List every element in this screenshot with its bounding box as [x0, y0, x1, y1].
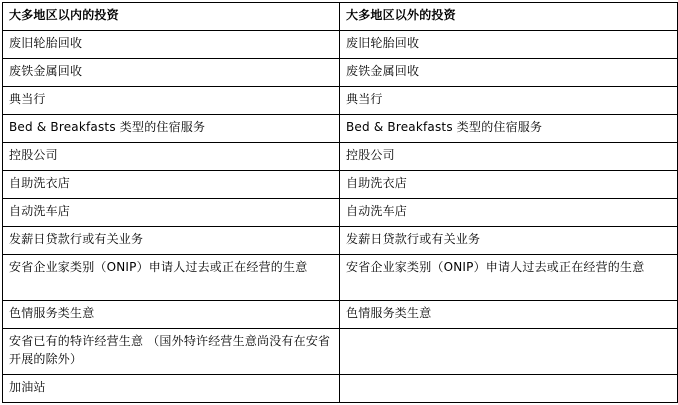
cell-outside: 废铁金属回收 — [340, 59, 678, 87]
table-row — [3, 115, 678, 143]
cell-outside — [340, 329, 678, 375]
cell-outside: 控股公司 — [340, 143, 678, 171]
investment-restrictions-table — [2, 2, 678, 403]
cell-outside — [340, 375, 678, 403]
cell-outside: Bed & Breakfasts 类型的住宿服务 — [340, 115, 678, 143]
cell-within: 加油站 — [3, 375, 340, 403]
cell-outside: 典当行 — [340, 87, 678, 115]
cell-within: 色情服务类生意 — [3, 301, 340, 329]
table-row — [3, 227, 678, 255]
cell-within: 自动洗车店 — [3, 199, 340, 227]
cell-outside: 安省企业家类别（ONIP）申请人过去或正在经营的生意 — [340, 255, 678, 301]
cell-outside: 废旧轮胎回收 — [340, 31, 678, 59]
cell-within: 典当行 — [3, 87, 340, 115]
cell-within: 自助洗衣店 — [3, 171, 340, 199]
cell-outside: 色情服务类生意 — [340, 301, 678, 329]
table-row — [3, 329, 678, 375]
table-row — [3, 171, 678, 199]
cell-within: 控股公司 — [3, 143, 340, 171]
table-row — [3, 199, 678, 227]
table-row — [3, 375, 678, 403]
cell-within: Bed & Breakfasts 类型的住宿服务 — [3, 115, 340, 143]
cell-within: 发薪日贷款行或有关业务 — [3, 227, 340, 255]
table-row — [3, 31, 678, 59]
cell-outside: 自动洗车店 — [340, 199, 678, 227]
table-row — [3, 87, 678, 115]
table-row — [3, 59, 678, 87]
cell-within: 安省已有的特许经营生意 （国外特许经营生意尚没有在安省开展的除外） — [3, 329, 340, 375]
table-header-row — [3, 3, 678, 31]
cell-outside: 发薪日贷款行或有关业务 — [340, 227, 678, 255]
header-outside-region: 大多地区以外的投资 — [340, 3, 678, 31]
header-within-region: 大多地区以内的投资 — [3, 3, 340, 31]
cell-within: 废旧轮胎回收 — [3, 31, 340, 59]
cell-outside: 自助洗衣店 — [340, 171, 678, 199]
cell-within: 废铁金属回收 — [3, 59, 340, 87]
table-row — [3, 301, 678, 329]
cell-within: 安省企业家类别（ONIP）申请人过去或正在经营的生意 — [3, 255, 340, 301]
table-row — [3, 255, 678, 301]
table-row — [3, 143, 678, 171]
